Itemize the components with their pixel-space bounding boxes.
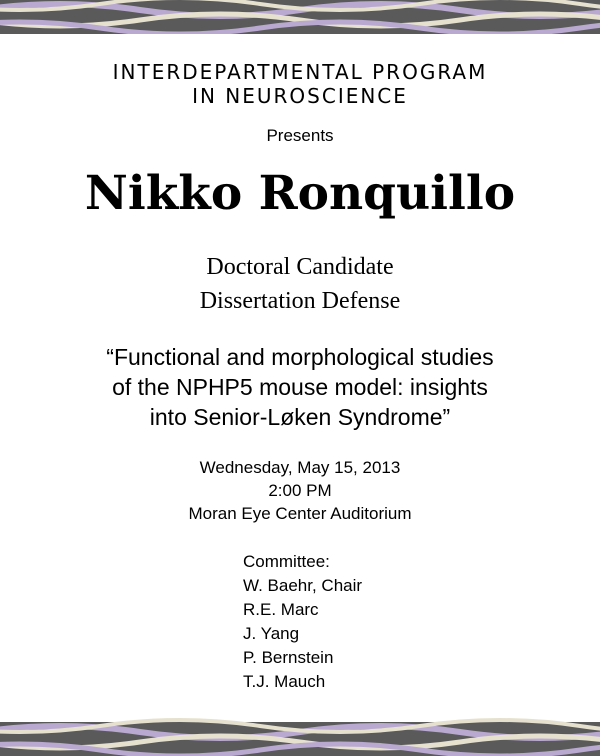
woven-pattern-top [0, 0, 600, 38]
committee-heading: Committee: [243, 552, 330, 571]
flyer-content [0, 38, 600, 718]
dissertation-title [0, 342, 600, 432]
program-heading [0, 60, 600, 108]
degree-line-2: Dissertation Defense [199, 288, 401, 314]
program-line-2: IN NEUROSCIENCE [192, 84, 408, 108]
event-date: Wednesday, May 15, 2013 [199, 458, 401, 477]
bottom-decorative-band [0, 718, 600, 756]
committee-member: T.J. Mauch [243, 672, 326, 691]
degree-block [0, 250, 600, 318]
top-decorative-band [0, 0, 600, 38]
program-line-1: INTERDEPARTMENTAL PROGRAM [112, 60, 488, 84]
committee-member: J. Yang [243, 624, 300, 643]
committee-member: R.E. Marc [243, 600, 319, 619]
committee-member: W. Baehr, Chair [243, 576, 363, 595]
degree-line-1: Doctoral Candidate [206, 254, 394, 280]
title-line-2: of the NPHP5 mouse model: insights [112, 374, 488, 400]
presents-text: Presents [266, 126, 334, 145]
committee-member: P. Bernstein [243, 648, 334, 667]
title-line-3: into Senior-Løken Syndrome” [149, 404, 451, 430]
title-line-1: “Functional and morphological studies [106, 344, 494, 370]
woven-pattern-bottom [0, 718, 600, 756]
event-details [0, 456, 600, 525]
event-location: Moran Eye Center Auditorium [188, 504, 412, 523]
committee-list [243, 550, 362, 694]
candidate-name: Nikko Ronquillo [84, 166, 516, 221]
event-time: 2:00 PM [268, 481, 332, 500]
